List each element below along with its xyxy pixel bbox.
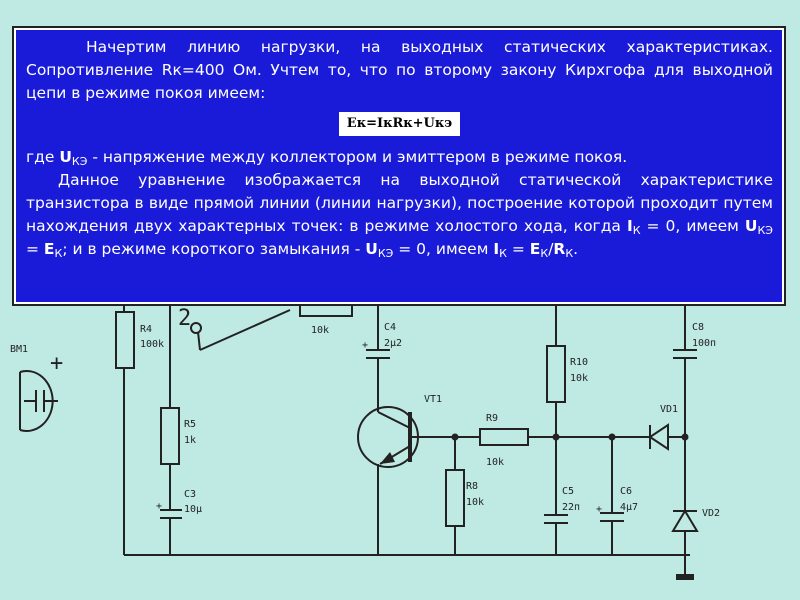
switch-pin-2: 2 <box>178 306 192 331</box>
c4-name: C4 <box>384 322 397 333</box>
r8-value: 10k <box>466 497 485 508</box>
r5-name: R5 <box>184 419 197 430</box>
r10-value: 10k <box>570 373 589 384</box>
bm1-label: BM1 <box>10 344 29 355</box>
resistor-r10 <box>547 346 565 402</box>
c6-name: C6 <box>620 486 633 497</box>
c4-value: 2µ2 <box>384 338 403 349</box>
c8-value: 100п <box>692 338 717 349</box>
r4-value: 100k <box>140 339 165 350</box>
c4-plus: + <box>362 340 369 351</box>
vd2-label: VD2 <box>702 508 721 519</box>
paragraph-load-line: Начертим линию нагрузки, на выходных статических характеристиках. Сопротивление Rк=400 Ом. Учтем то, что по второму закону Кирхгофа для выходной цепи в режиме покоя имеем: <box>26 38 773 102</box>
vd1-label: VD1 <box>660 404 679 415</box>
r9-name: R9 <box>486 413 499 424</box>
r10-name: R10 <box>570 357 589 368</box>
kirchhoff-equation: Ек=IкRк+Uкэ <box>339 112 460 136</box>
resistor-r4 <box>116 312 134 368</box>
c5-value: 22п <box>562 502 581 513</box>
vt1-label: VT1 <box>424 394 443 405</box>
microphone-bm1 <box>10 344 63 431</box>
diode-vd2 <box>673 508 720 555</box>
r9-value: 10k <box>486 457 505 468</box>
c5-name: C5 <box>562 486 575 497</box>
diode-vd1 <box>650 404 689 449</box>
text-overlay <box>14 28 784 304</box>
resistor-r5 <box>161 408 179 464</box>
c3-plus: + <box>156 501 163 512</box>
paragraph-where: где $U_{КЭ}$ - напряжение между коллектором и эмиттером в режиме покоя. <box>26 148 628 168</box>
r5-value: 1k <box>184 435 197 446</box>
resistor-r9 <box>480 429 528 445</box>
r-top-value: 10k <box>311 325 330 336</box>
c3-value: 10µ <box>184 504 203 515</box>
c3-name: C3 <box>184 489 197 500</box>
r4-name: R4 <box>140 324 153 335</box>
resistor-r8 <box>446 470 464 526</box>
paragraph-load-line-points: Данное уравнение изображается на выходной статической характеристике транзистора в виде прямой линии (линии нагрузки), построение которой проходит путем нахождения двух характерных точек: в режиме холостого хода, когда $I_К = 0$, имеем $U_{КЭ} = E_К$; и в режиме короткого замыкания - $U_{КЭ} = 0$, имеем $I_К = E_К/R_К$. <box>26 171 773 260</box>
c6-value: 4µ7 <box>620 502 639 513</box>
c8-name: C8 <box>692 322 705 333</box>
r8-name: R8 <box>466 481 479 492</box>
bm1-plus-label: + <box>50 351 64 376</box>
c6-plus: + <box>596 504 603 515</box>
